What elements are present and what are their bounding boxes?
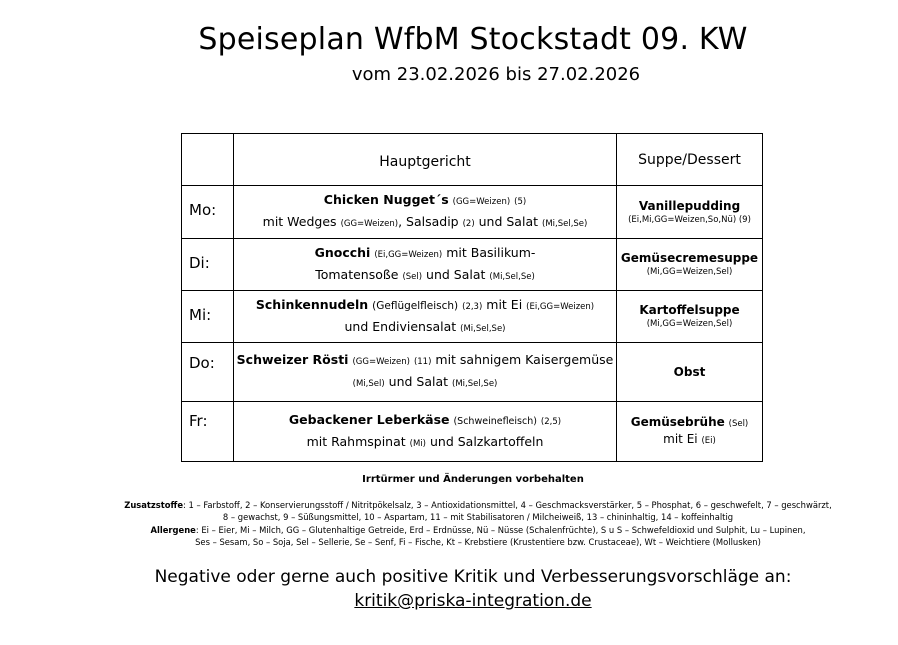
allergens-text: : Ei – Eier, Mi – Milch, GG – Glutenhaltige Getreide, Erd – Erdnüsse, Nü – Nüsse (Schalenfrüchte), S u S – Schwefeldioxid und Sulphit, Lu – Lupinen,	[195, 524, 806, 535]
additive-info: (2,5)	[540, 416, 562, 427]
main-dish-cell	[234, 291, 617, 343]
allergen-info: (Mi,GG=Weizen,Sel)	[646, 319, 733, 329]
dish-text: mit Ei	[486, 296, 523, 312]
additives-text: : 1 – Farbstoff, 2 – Konservierungsstoff / Nitritpökelsalz, 3 – Antioxidationsmittel, 4 – Geschmacksverstärker, 5 – Phosphat, 6 – geschwefelt, 7 – geschwärzt,	[183, 500, 832, 510]
dish-text: , Salsadip	[398, 214, 459, 229]
date-range: vom 23.02.2026 bis 27.02.2026	[351, 64, 641, 85]
soup-dessert-cell	[617, 343, 763, 402]
meat-info: (Schweinefleisch)	[453, 415, 537, 427]
soup-dessert-cell	[617, 402, 763, 462]
main-dish-line-2	[234, 265, 616, 287]
allergen-info: (Ei,Mi,GG=Weizen,So,Nü) (9)	[628, 214, 751, 225]
side-dish-line-1	[617, 415, 762, 432]
additives-line-2: 8 – gewachst, 9 – Süßungsmittel, 10 – Aspartam, 11 – mit Stabilisatoren / Milcheiweiß, 13 – chininhaltig, 14 – koffeinhaltig	[222, 512, 734, 523]
additive-info: (11)	[413, 357, 432, 367]
dish-name: Gebackener Leberkäse	[288, 411, 450, 427]
main-dish-cell	[234, 343, 617, 402]
main-dish-line-1	[234, 243, 616, 265]
day-label: Fr:	[189, 412, 208, 430]
allergen-info: (GG=Weizen)	[352, 357, 410, 367]
additive-info: (2,3)	[462, 301, 483, 312]
side-dish-name: Gemüsebrühe	[630, 414, 725, 429]
additives-label: Zusatzstoffe	[124, 500, 184, 510]
table-row-thursday	[182, 343, 763, 402]
day-label: Di:	[189, 254, 210, 272]
side-dish-line-2	[617, 432, 762, 449]
main-dish-line-1	[234, 295, 616, 317]
dish-text: mit sahnigem Kaisergemüse	[435, 352, 614, 367]
menu-table	[181, 133, 763, 462]
allergen-info: (Mi,Sel,Se)	[489, 271, 535, 282]
dish-text: und Endiviensalat	[344, 318, 457, 334]
allergens-label: Allergene	[150, 524, 196, 535]
main-dish-cell	[234, 402, 617, 462]
table-row-monday	[182, 186, 763, 239]
day-cell	[182, 402, 234, 462]
allergen-info: (Ei,GG=Weizen)	[526, 301, 595, 312]
main-dish-cell	[234, 239, 617, 291]
header-day-cell	[182, 134, 234, 186]
allergen-info: (Ei)	[701, 435, 716, 446]
page-title: Speiseplan WfbM Stockstadt 09. KW	[198, 22, 748, 57]
allergen-info: (Mi,Sel,Se)	[542, 219, 588, 229]
table-row-wednesday	[182, 291, 763, 343]
dish-text: und Salzkartoffeln	[429, 433, 544, 449]
header-main-dish: Hauptgericht	[234, 134, 617, 186]
allergen-info: (Mi)	[409, 438, 426, 449]
allergen-info: (GG=Weizen)	[452, 197, 511, 207]
dish-text: mit Basilikum-	[446, 244, 536, 260]
dish-name: Chicken Nugget´s	[323, 192, 449, 207]
dish-text: mit Rahmspinat	[306, 433, 406, 449]
header-soup-dessert: Suppe/Dessert	[617, 134, 763, 186]
day-cell	[182, 343, 234, 402]
allergen-info: (Mi,Sel,Se)	[460, 323, 506, 334]
day-cell	[182, 239, 234, 291]
table-header-row	[182, 134, 763, 186]
day-label: Mi:	[189, 306, 212, 324]
additive-info: (5)	[514, 197, 527, 207]
side-dish-name: Gemüsecremesuppe	[620, 251, 759, 265]
legend	[98, 499, 858, 548]
side-dish-name: Vanillepudding	[638, 198, 741, 213]
additives-line-1	[98, 499, 858, 511]
dish-name: Gnocchi	[314, 244, 371, 260]
dish-text: Tomatensoße	[315, 266, 399, 282]
soup-dessert-cell	[617, 239, 763, 291]
soup-dessert-cell	[617, 291, 763, 343]
day-cell	[182, 291, 234, 343]
main-dish-line-2	[234, 212, 616, 234]
table-row-friday	[182, 402, 763, 462]
feedback-email-container	[0, 591, 898, 611]
allergen-info: (Mi,Sel)	[352, 379, 385, 389]
allergens-line-2: Ses – Sesam, So – Soja, Sel – Sellerie, Se – Senf, Fi – Fische, Kt – Krebstiere (Krustentiere bzw. Crustaceae), Wt – Weichtiere (Mollusken)	[195, 536, 761, 547]
side-dish-name: Kartoffelsuppe	[639, 303, 740, 317]
dish-text: und Salat	[426, 266, 486, 282]
main-dish-line-2	[234, 317, 616, 339]
allergen-info: (Ei,GG=Weizen)	[374, 249, 443, 260]
allergen-info: (Sel)	[402, 271, 423, 282]
side-dish-name: Obst	[673, 364, 706, 379]
day-label: Mo:	[189, 201, 217, 219]
meat-info: (Geflügelfleisch)	[372, 299, 459, 312]
main-dish-line-2	[234, 432, 616, 454]
soup-dessert-cell	[617, 186, 763, 239]
dish-name: Schweizer Rösti	[236, 352, 349, 367]
additive-info: (2)	[462, 219, 475, 229]
dish-text: und Salat	[478, 214, 539, 229]
allergen-info: (Mi,GG=Weizen,Sel)	[646, 267, 733, 277]
day-label: Do:	[189, 354, 215, 372]
disclaimer-note: Irrtürmer und Änderungen vorbehalten	[362, 474, 584, 485]
allergen-info: (Mi,Sel,Se)	[452, 379, 498, 389]
day-cell	[182, 186, 234, 239]
allergen-info: (GG=Weizen)	[340, 219, 399, 229]
side-dish-text: mit Ei	[663, 431, 698, 446]
main-dish-cell	[234, 186, 617, 239]
allergen-info: (Sel)	[728, 418, 749, 429]
dish-text: und Salat	[388, 374, 449, 389]
main-dish-line-1	[234, 190, 616, 212]
main-dish-line-1	[234, 410, 616, 432]
allergens-line-1	[98, 524, 858, 536]
feedback-email-link[interactable]: kritik@priska-integration.de	[354, 591, 592, 611]
main-dish-line-2	[234, 372, 616, 394]
feedback-text: Negative oder gerne auch positive Kritik und Verbesserungsvorschläge an:	[154, 567, 792, 587]
main-dish-line-1	[234, 350, 616, 372]
dish-name: Schinkennudeln	[255, 296, 369, 312]
dish-text: mit Wedges	[262, 214, 337, 229]
table-row-tuesday	[182, 239, 763, 291]
